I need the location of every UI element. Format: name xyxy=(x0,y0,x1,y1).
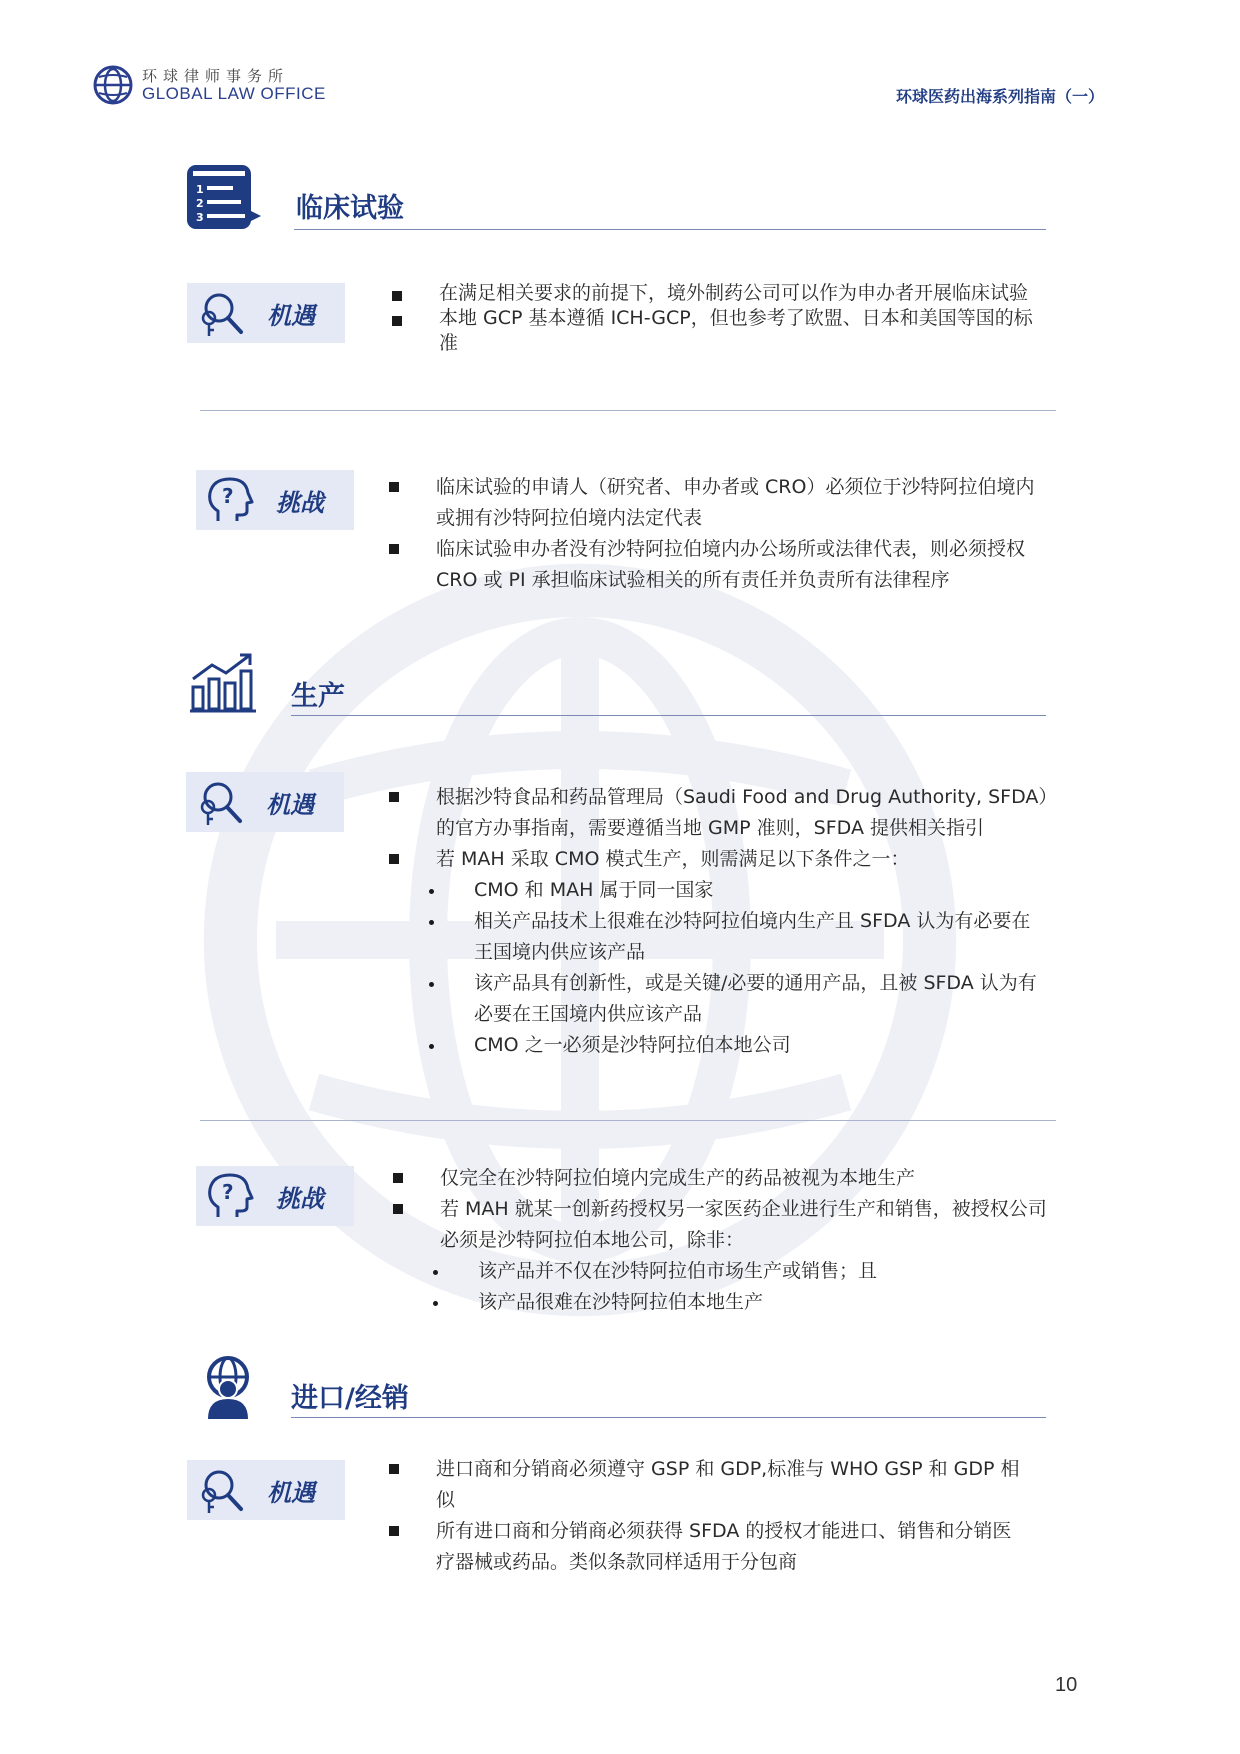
globe-logo-icon xyxy=(92,64,134,106)
page-number: 10 xyxy=(1055,1674,1078,1696)
tag-challenge xyxy=(196,470,354,530)
section-underline xyxy=(294,229,1046,230)
divider xyxy=(200,410,1056,411)
key-search-icon xyxy=(195,288,249,338)
clinical-opportunity-list xyxy=(392,281,1042,356)
tag-label: 挑战 xyxy=(276,1184,324,1213)
logo-chinese-name: 环球律师事务所 xyxy=(142,67,290,85)
firm-logo xyxy=(92,64,326,106)
import-opportunity-list xyxy=(389,1454,1029,1578)
head-question-icon xyxy=(204,1171,258,1221)
list-item: 在满足相关要求的前提下，境外制药公司可以作为申办者开展临床试验 xyxy=(392,281,1042,306)
svg-text:3: 3 xyxy=(196,211,204,224)
sub-list-item: CMO 之一必须是沙特阿拉伯本地公司 xyxy=(429,1030,1049,1061)
section-title-production: 生产 xyxy=(291,681,345,712)
section-underline xyxy=(291,715,1046,716)
sub-list-item: 相关产品技术上很难在沙特阿拉伯境内生产且 SFDA 认为有必要在王国境内供应该产品 xyxy=(429,906,1049,968)
key-search-icon xyxy=(195,1465,249,1515)
document-title: 环球医药出海系列指南（一） xyxy=(895,87,1104,106)
svg-text:?: ? xyxy=(222,484,234,508)
tag-challenge xyxy=(196,1166,354,1226)
tag-opportunity xyxy=(187,1460,345,1520)
svg-text:?: ? xyxy=(222,1180,234,1204)
section-title-import: 进口/经销 xyxy=(291,1383,409,1414)
growth-chart-icon xyxy=(190,651,256,713)
list-item: 临床试验申办者没有沙特阿拉伯境内办公场所或法律代表，则必须授权 CRO 或 PI 承担临床试验相关的所有责任并负责所有法律程序 xyxy=(389,534,1049,596)
section-title-clinical: 临床试验 xyxy=(296,193,404,224)
tag-label: 机遇 xyxy=(267,301,315,330)
tag-label: 挑战 xyxy=(276,488,324,517)
svg-text:2: 2 xyxy=(196,197,204,210)
tag-label: 机遇 xyxy=(267,1478,315,1507)
divider xyxy=(200,1120,1056,1121)
key-search-icon xyxy=(194,777,248,827)
numbered-list-icon xyxy=(185,163,265,233)
globe-person-icon xyxy=(196,1355,260,1421)
tag-label: 机遇 xyxy=(266,790,314,819)
tag-opportunity xyxy=(187,283,345,343)
head-question-icon xyxy=(204,475,258,525)
sub-list-item: CMO 和 MAH 属于同一国家 xyxy=(429,875,1049,906)
list-item: 临床试验的申请人（研究者、申办者或 CRO）必须位于沙特阿拉伯境内或拥有沙特阿拉伯境内法定代表 xyxy=(389,472,1049,534)
clinical-challenge-list xyxy=(389,472,1049,596)
list-item: 根据沙特食品和药品管理局（Saudi Food and Drug Authority, SFDA）的官方办事指南，需要遵循当地 GMP 准则，SFDA 提供相关指引 xyxy=(389,782,1049,844)
list-item: 仅完全在沙特阿拉伯境内完成生产的药品被视为本地生产 xyxy=(393,1163,1049,1194)
sub-list-item: 该产品并不仅在沙特阿拉伯市场生产或销售；且 xyxy=(433,1256,1049,1287)
list-item: 所有进口商和分销商必须获得 SFDA 的授权才能进口、销售和分销医疗器械或药品。类似条款同样适用于分包商 xyxy=(389,1516,1029,1578)
section-underline xyxy=(291,1417,1046,1418)
list-item: 若 MAH 就某一创新药授权另一家医药企业进行生产和销售，被授权公司必须是沙特阿拉伯本地公司，除非： xyxy=(393,1194,1049,1256)
list-item: 若 MAH 采取 CMO 模式生产，则需满足以下条件之一： xyxy=(389,844,1049,875)
list-item: 进口商和分销商必须遵守 GSP 和 GDP,标准与 WHO GSP 和 GDP 相似 xyxy=(389,1454,1029,1516)
svg-text:1: 1 xyxy=(196,183,204,196)
logo-english-name: GLOBAL LAW OFFICE xyxy=(142,84,326,103)
sub-list-item: 该产品很难在沙特阿拉伯本地生产 xyxy=(433,1287,1049,1318)
list-item: 本地 GCP 基本遵循 ICH-GCP，但也参考了欧盟、日本和美国等国的标准 xyxy=(392,306,1042,356)
sub-list-item: 该产品具有创新性，或是关键/必要的通用产品，且被 SFDA 认为有必要在王国境内供应该产品 xyxy=(429,968,1049,1030)
production-opportunity-list xyxy=(389,782,1049,1061)
tag-opportunity xyxy=(186,772,344,832)
production-challenge-list xyxy=(393,1163,1049,1318)
